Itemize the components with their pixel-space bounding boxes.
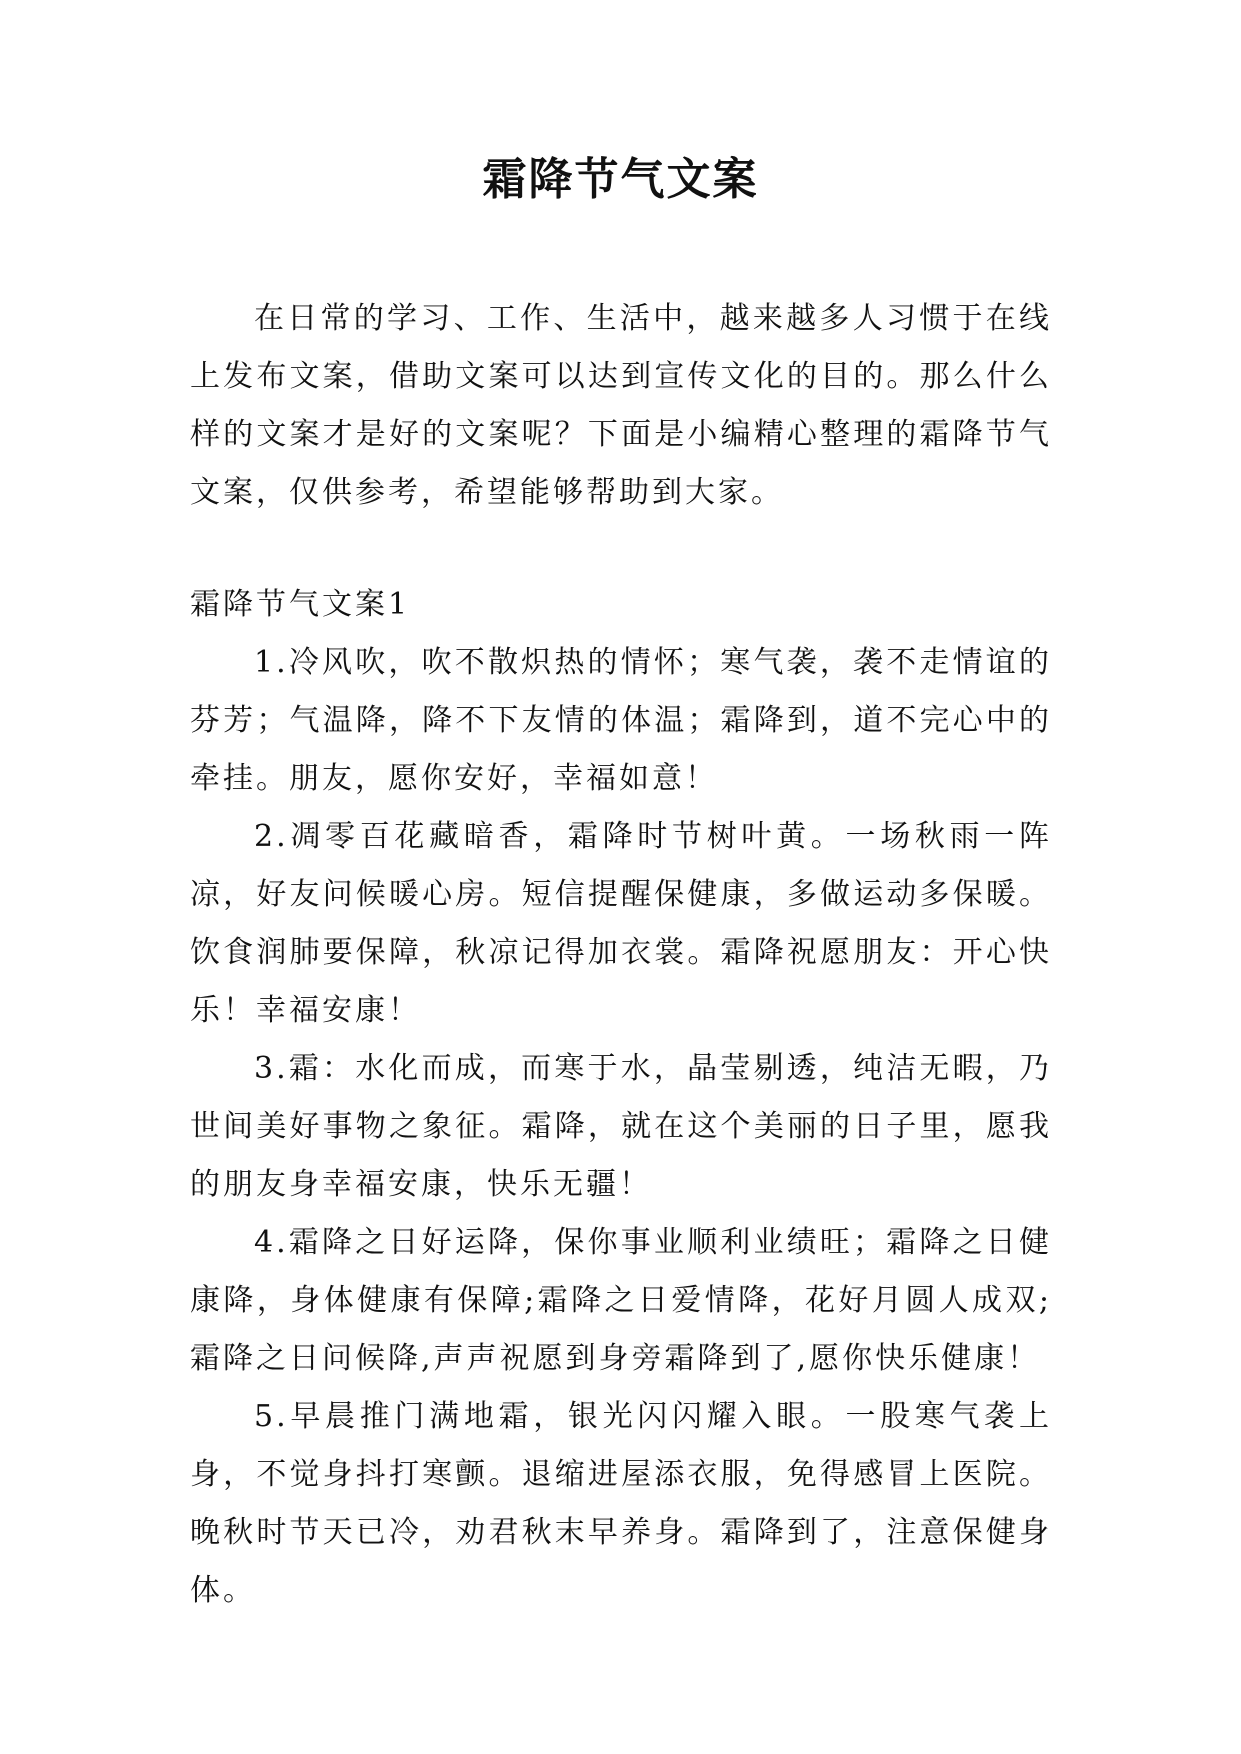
document-title: 霜降节气文案 <box>482 154 759 205</box>
document-body <box>190 290 1052 1620</box>
list-item: 4.霜降之日好运降，保你事业顺利业绩旺；霜降之日健康降，身体健康有保障;霜降之日爱情降，花好月圆人成双;霜降之日问候降,声声祝愿到身旁霜降到了,愿你快乐健康！ <box>190 1225 1052 1376</box>
list-item: 2.凋零百花藏暗香，霜降时节树叶黄。一场秋雨一阵凉，好友问候暖心房。短信提醒保健康，多做运动多保暖。饮食润肺要保障，秋凉记得加衣裳。霜降祝愿朋友：开心快乐！幸福安康！ <box>190 819 1052 1028</box>
list-item: 3.霜：水化而成，而寒于水，晶莹剔透，纯洁无暇，乃世间美好事物之象征。霜降，就在这个美丽的日子里，愿我的朋友身幸福安康，快乐无疆！ <box>190 1051 1052 1202</box>
section-heading: 霜降节气文案1 <box>190 587 411 622</box>
list-item: 5.早晨推门满地霜，银光闪闪耀入眼。一股寒气袭上身，不觉身抖打寒颤。退缩进屋添衣服，免得感冒上医院。晚秋时节天已冷，劝君秋末早养身。霜降到了，注意保健身体。 <box>190 1399 1052 1608</box>
intro-paragraph: 在日常的学习、工作、生活中，越来越多人习惯于在线上发布文案，借助文案可以达到宣传文化的目的。那么什么样的文案才是好的文案呢？下面是小编精心整理的霜降节气文案，仅供参考，希望能够帮助到大家。 <box>190 301 1052 510</box>
list-item: 1.冷风吹，吹不散炽热的情怀；寒气袭，袭不走情谊的芬芳；气温降，降不下友情的体温；霜降到，道不完心中的牵挂。朋友，愿你安好，幸福如意！ <box>190 645 1052 796</box>
